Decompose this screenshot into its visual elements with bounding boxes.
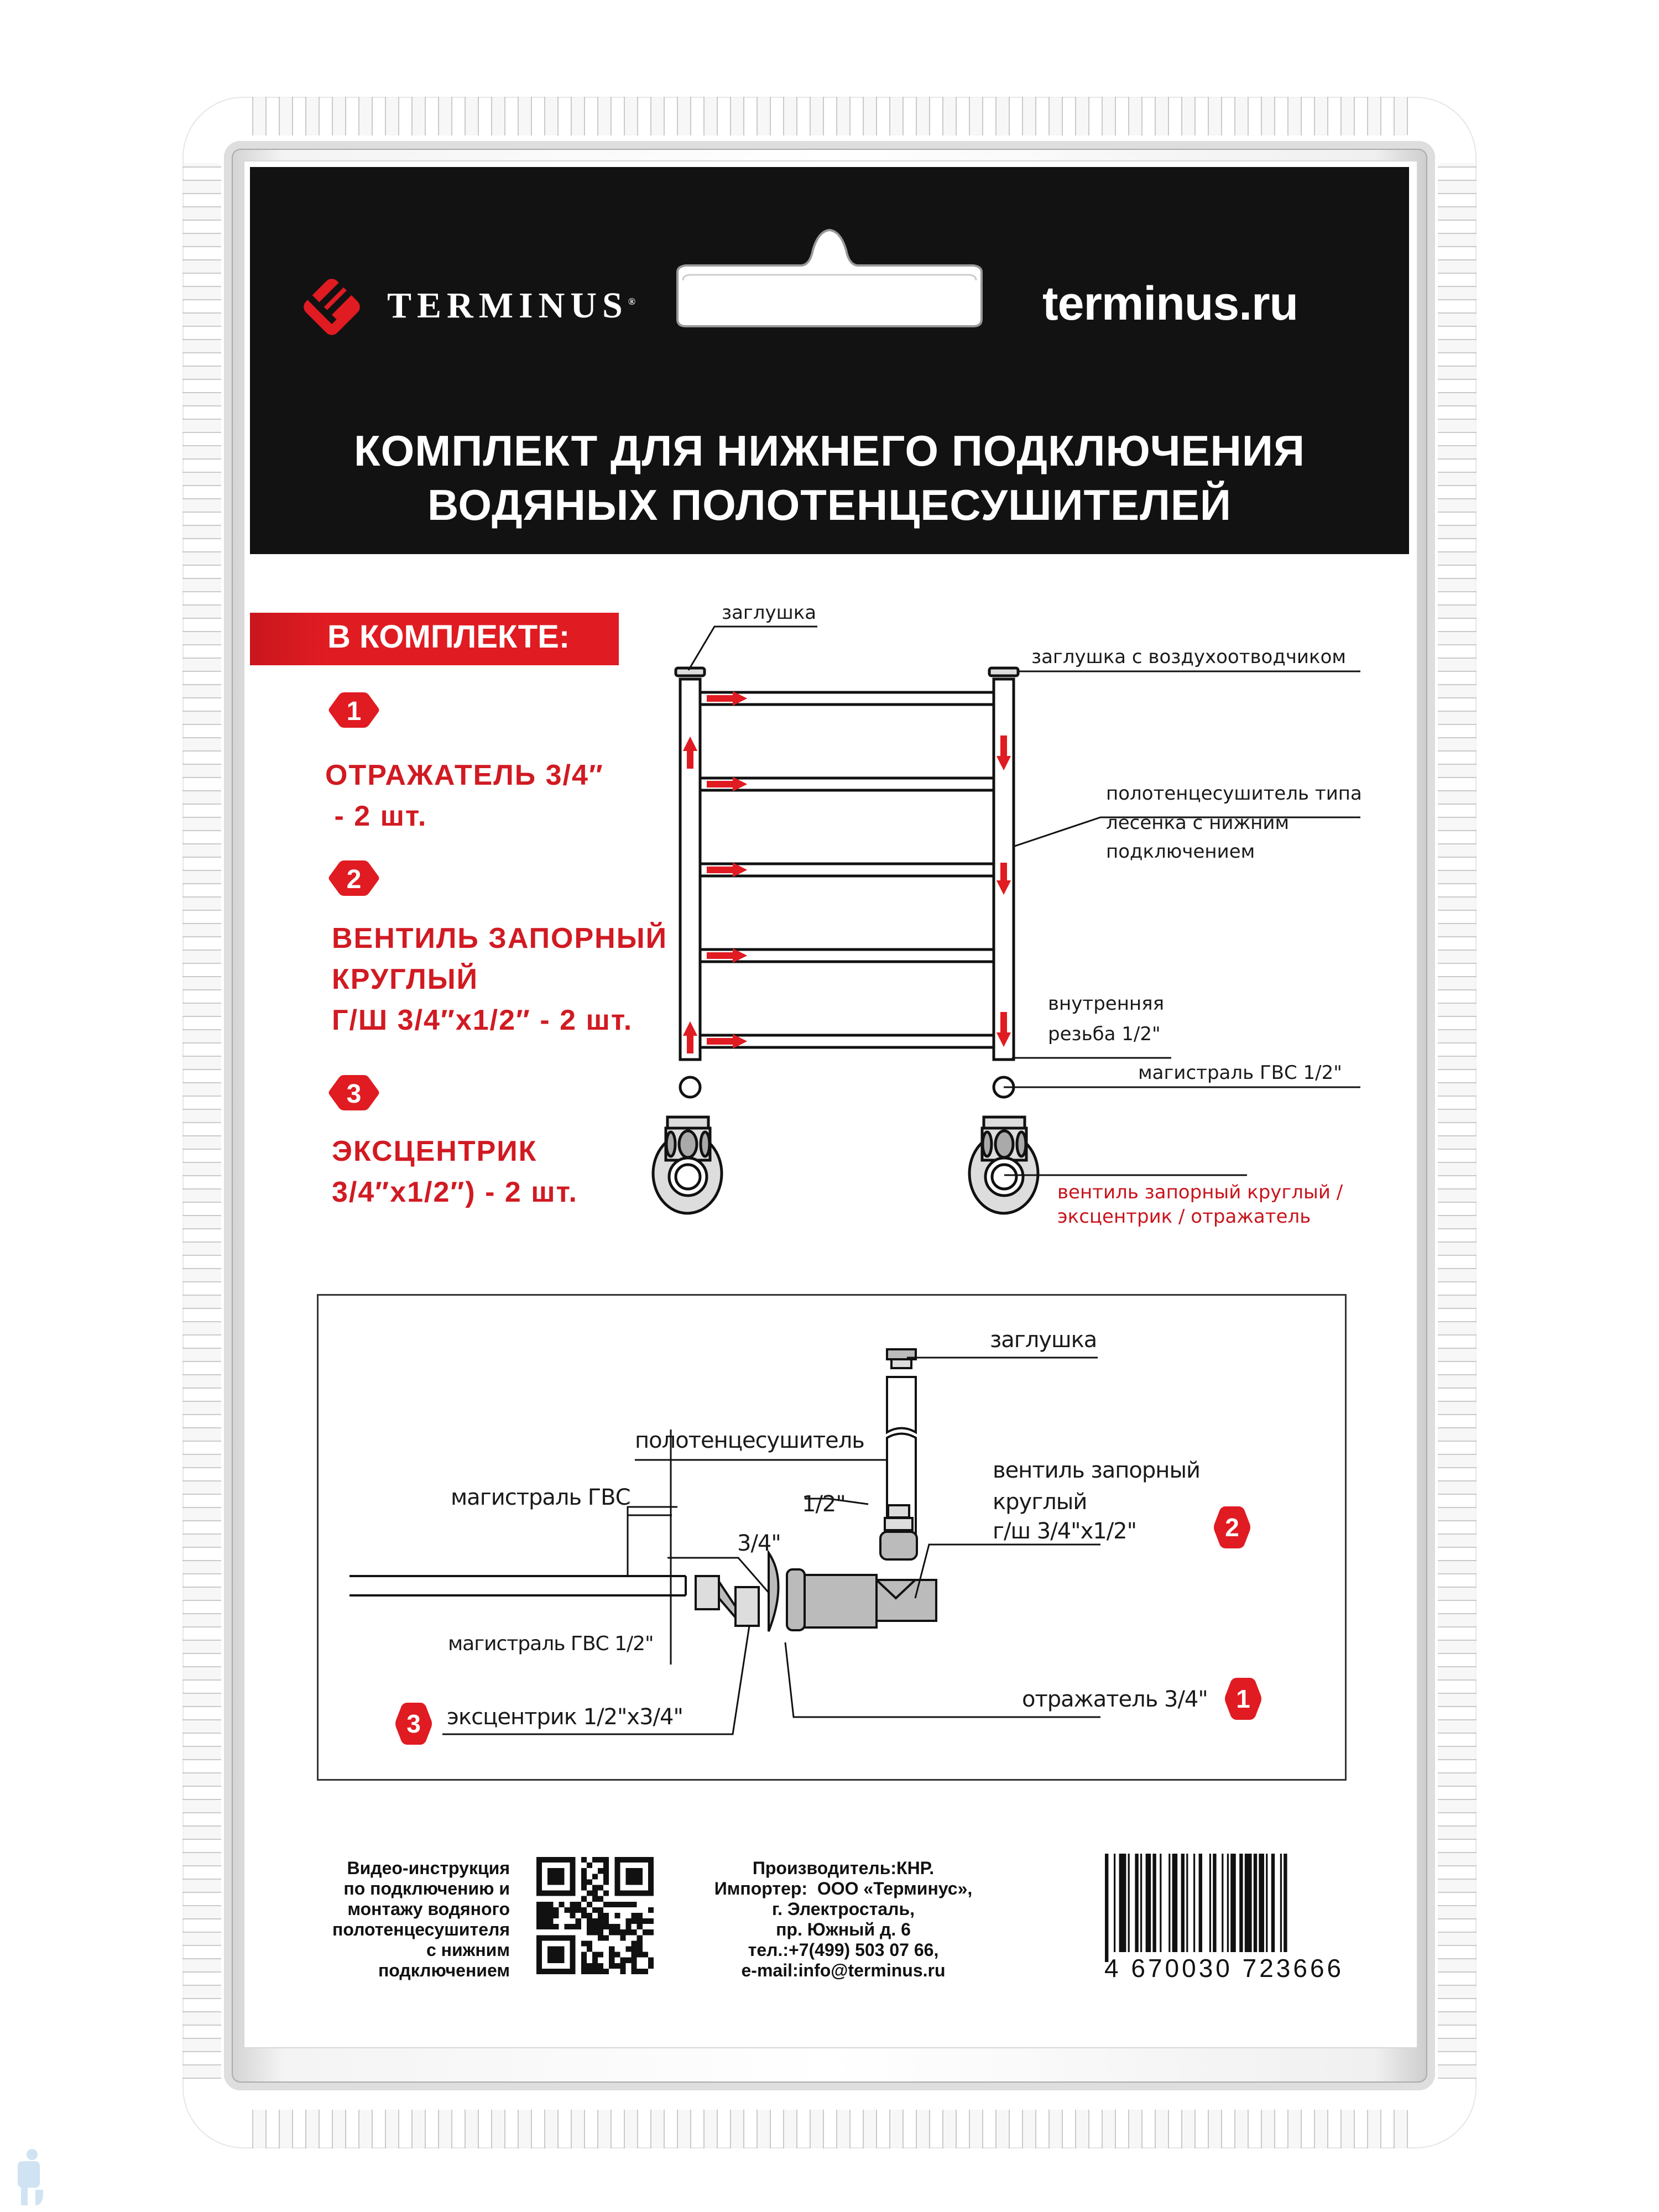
label-eccentric: эксцентрик 1/2"x3/4"	[447, 1704, 683, 1730]
label-half-inch: 1/2"	[802, 1491, 846, 1517]
label-towel-dryer-1: полотенцесушитель типа	[1106, 782, 1362, 805]
video-instruction-text: Видео-инструкция по подключению и монтажу водяного полотенцесушителя с нижним подключением	[332, 1858, 510, 1980]
website-link[interactable]: terminus.ru	[1042, 277, 1298, 330]
label-towel-dryer-2: лесенка с нижним	[1106, 812, 1290, 834]
barcode-icon	[1105, 1854, 1343, 1962]
manufacturer-info: Производитель:КНР. Импортер: ООО «Терминус», г. Электросталь, пр. Южный д. 6 тел.:+7(499) 503 07 66, e-mail:info@terminus.ru	[714, 1858, 973, 1980]
kit-item-2: ВЕНТИЛЬ ЗАПОРНЫЙ КРУГЛЫЙ Г/Ш 3/4″x1/2″ - 2 шт.	[332, 922, 668, 1036]
label-hot-water-main-bottom: магистраль ГВС	[451, 1485, 630, 1510]
badge-reflector-icon	[1223, 1676, 1263, 1722]
badge-reflector-number: 1	[1236, 1684, 1250, 1713]
label-plug-bottom: заглушка	[990, 1327, 1097, 1353]
label-plug-air-vent: заглушка с воздухоотводчиком	[1031, 646, 1347, 668]
reflector-part	[769, 1553, 779, 1631]
label-hot-water-main-half: магистраль ГВС 1/2"	[448, 1632, 654, 1655]
page-title-line2: ВОДЯНЫХ ПОЛОТЕНЦЕСУШИТЕЛЕЙ	[427, 481, 1232, 529]
kit-item-3: ЭКСЦЕНТРИК 3/4″x1/2″) - 2 шт.	[332, 1135, 578, 1208]
kit-heading: В КОМПЛЕКТЕ:	[327, 619, 570, 655]
label-valve-3: г/ш 3/4"x1/2"	[993, 1519, 1137, 1544]
badge-1-number: 1	[346, 697, 362, 726]
label-valve-set-2: эксцентрик / отражатель	[1057, 1206, 1311, 1228]
badge-3-number: 3	[346, 1079, 362, 1109]
label-valve-1: вентиль запорный	[993, 1458, 1201, 1483]
label-inner-thread-1: внутренняя	[1048, 993, 1165, 1015]
badge-valve-icon	[1212, 1504, 1252, 1551]
label-towel-dryer-bottom: полотенцесушитель	[635, 1428, 864, 1453]
badge-eccentric-number: 3	[406, 1709, 421, 1738]
label-reflector: отражатель 3/4"	[1022, 1687, 1208, 1712]
label-inner-thread-2: резьба 1/2"	[1048, 1023, 1161, 1045]
badge-valve-number: 2	[1225, 1513, 1239, 1542]
label-hot-water-main: магистраль ГВС 1/2"	[1138, 1062, 1342, 1084]
badge-2-number: 2	[346, 865, 362, 894]
towel-dryer-pipe-top	[887, 1377, 916, 1432]
kit-item-1: ОТРАЖАТЕЛЬ 3/4″ - 2 шт.	[325, 759, 604, 832]
label-valve-set-1: вентиль запорный круглый /	[1057, 1181, 1343, 1203]
qr-code-icon[interactable]	[536, 1855, 654, 1976]
label-three-quarter: 3/4"	[737, 1531, 781, 1556]
valve-body	[802, 1575, 877, 1627]
plumber-watermark-icon	[10, 2146, 43, 2206]
page-title-line1: КОМПЛЕКТ ДЛЯ НИЖНЕГО ПОДКЛЮЧЕНИЯ	[353, 426, 1306, 475]
label-plug: заглушка	[722, 602, 817, 624]
registered-mark: ®	[628, 296, 636, 307]
label-towel-dryer-3: подключением	[1106, 841, 1255, 863]
eccentric-part	[696, 1576, 719, 1609]
badge-eccentric-icon	[394, 1700, 434, 1747]
brand-name-text: TERMINUS	[387, 285, 628, 326]
label-valve-2: круглый	[993, 1489, 1087, 1515]
barcode-number: 4 670030 723666	[1104, 1954, 1344, 1983]
